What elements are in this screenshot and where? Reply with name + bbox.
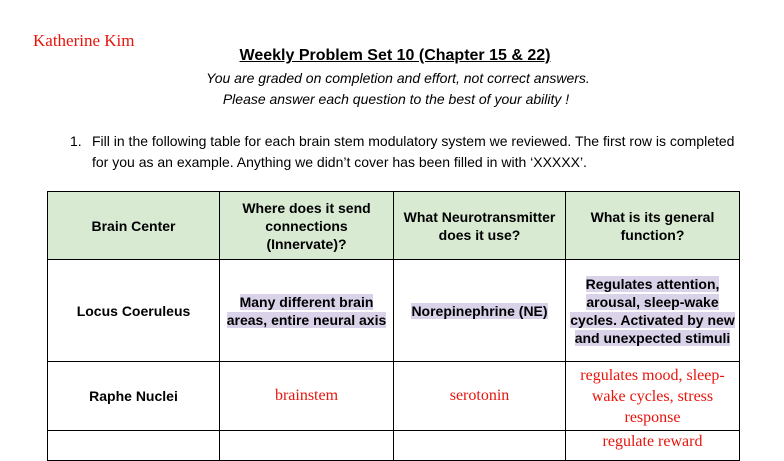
cell-function-text: Regulates attention, arousal, sleep-wake cycles. Activated by new and unexpected stimuli	[570, 275, 735, 346]
table-row	[48, 431, 740, 461]
cell-neurotransmitter	[394, 431, 566, 461]
table-row	[48, 260, 740, 362]
cell-center	[48, 431, 220, 461]
cell-innervates: brainstem	[220, 362, 394, 431]
question-1	[70, 131, 750, 173]
cell-innervates-text: Many different brain areas, entire neural axis	[226, 293, 387, 328]
cell-center: Locus Coeruleus	[48, 260, 220, 362]
document-title	[0, 47, 784, 65]
subtitle-line-2: Please answer each question to the best of your ability !	[222, 91, 570, 107]
header-neurotransmitter: What Neurotransmitter does it use?	[394, 192, 566, 260]
header-innervate: Where does it send connections (Innervate)?	[220, 192, 394, 260]
header-function: What is its general function?	[566, 192, 740, 260]
cell-neurotransmitter	[394, 260, 566, 362]
cell-function: regulate reward	[566, 431, 740, 461]
table-header-row	[48, 192, 740, 260]
document-title-text: Weekly Problem Set 10 (Chapter 15 & 22)	[239, 47, 551, 64]
cell-center: Raphe Nuclei	[48, 362, 220, 431]
table-row	[48, 362, 740, 431]
question-text: Fill in the following table for each brain stem modulatory system we reviewed. The first row is completed for you as an example. Anything we didn’t cover has been filled in with ‘XXXXX’.	[92, 133, 735, 170]
subtitle-line-1: You are graded on completion and effort, not correct answers.	[206, 70, 590, 86]
cell-function: regulates mood, sleep-wake cycles, stress response	[566, 362, 740, 431]
cell-innervates	[220, 260, 394, 362]
cell-function	[566, 260, 740, 362]
modulatory-systems-table	[47, 191, 740, 461]
cell-neurotransmitter-text: Norepinephrine (NE)	[411, 302, 548, 319]
author-name: Katherine Kim	[33, 31, 135, 50]
cell-innervates	[220, 431, 394, 461]
question-number: 1.	[70, 133, 82, 149]
cell-neurotransmitter: serotonin	[394, 362, 566, 431]
header-brain-center: Brain Center	[48, 192, 220, 260]
